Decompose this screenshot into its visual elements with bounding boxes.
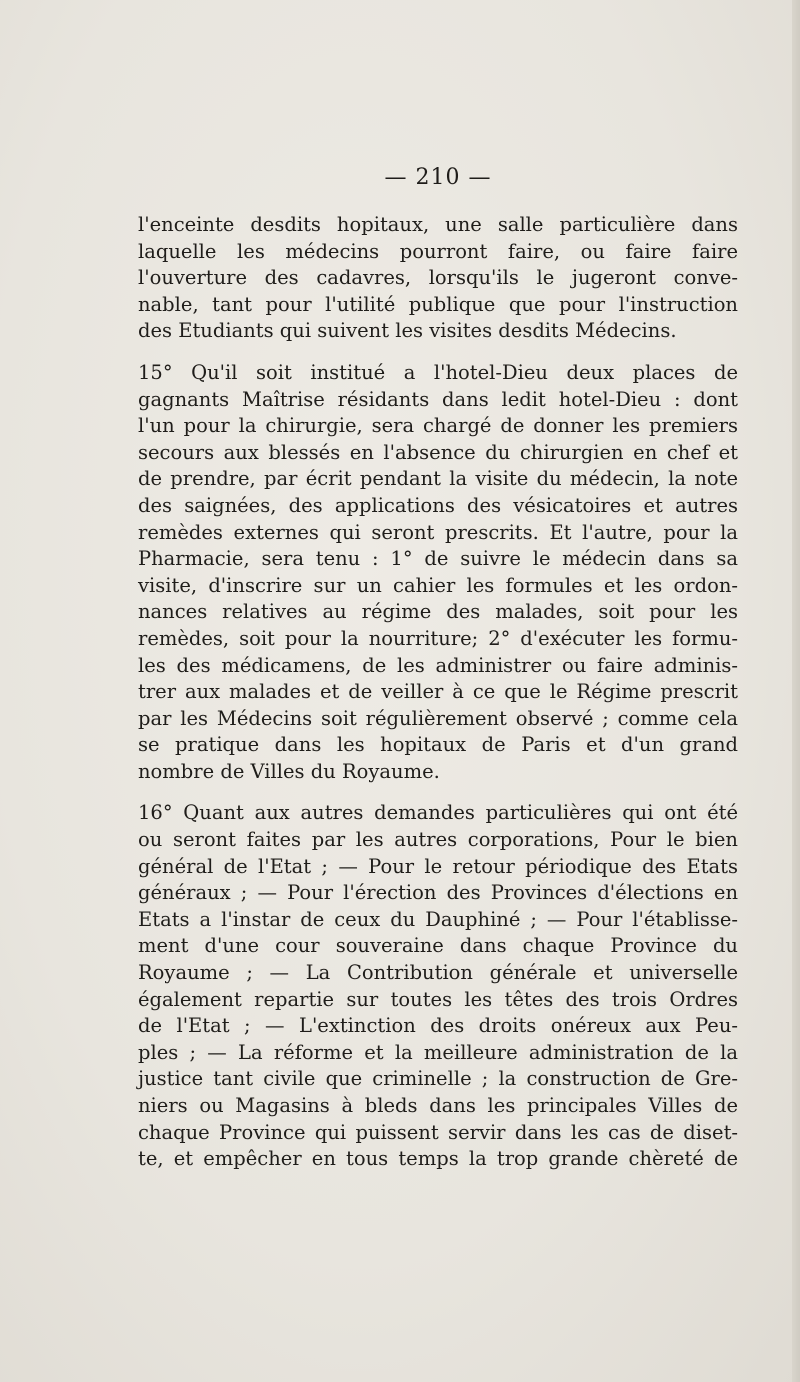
text-line: secours aux blessés en l'absence du chirurgien en chef et [138,440,738,464]
text-line: les des médicamens, de les administrer ou faire adminis- [138,653,738,677]
text-line: également repartie sur toutes les têtes des trois Ordres [138,987,738,1011]
paragraph-gap [138,345,738,360]
text-line: ment d'une cour souveraine dans chaque Province du [138,934,738,958]
text-line: nable, tant pour l'utilité publique que pour l'instruction [138,292,738,316]
text-line: ou seront faites par les autres corporations, Pour le bien [138,828,738,852]
text-line: justice tant civile que criminelle ; la construction de Gre- [138,1067,738,1091]
text-line: nombre de Villes du Royaume. [138,759,440,783]
text-line: trer aux malades et de veiller à ce que le Régime prescrit [138,680,738,704]
text-line: de l'Etat ; — L'extinction des droits onéreux aux Peu- [138,1014,738,1038]
text-line: des Etudiants qui suivent les visites desdits Médecins. [138,319,677,343]
text-line: Royaume ; — La Contribution générale et universelle [138,961,738,985]
text-line: 15° Qu'il soit institué a l'hotel-Dieu deux places de [138,360,738,384]
text-line: l'ouverture des cadavres, lorsqu'ils le jugeront conve- [138,266,738,290]
text-line: généraux ; — Pour l'érection des Provinces d'élections en [138,881,738,905]
text-line: remèdes externes qui seront prescrits. Et l'autre, pour la [138,520,738,544]
text-line: l'un pour la chirurgie, sera chargé de donner les premiers [138,414,738,438]
text-line: gagnants Maîtrise résidants dans ledit hotel-Dieu : dont [138,387,738,411]
text-line: remèdes, soit pour la nourriture; 2° d'exécuter les formu- [138,626,738,650]
text-line: se pratique dans les hopitaux de Paris et d'un grand [138,733,738,757]
text-line: ples ; — La réforme et la meilleure administration de la [138,1040,738,1064]
page-number: — 210 — [384,165,492,190]
paragraph-gap [138,785,738,800]
text-line: de prendre, par écrit pendant la visite du médecin, la note [138,467,738,491]
text-line: 16° Quant aux autres demandes particulières qui ont été [138,801,738,825]
text-line: te, et empêcher en tous temps la trop grande chèreté de [138,1147,738,1171]
paragraph-15 [138,360,738,786]
text-line: général de l'Etat ; — Pour le retour périodique des Etats [138,854,738,878]
page-edge [792,0,800,1382]
text-line: chaque Province qui puissent servir dans les cas de diset- [138,1120,738,1144]
text-line: des saignées, des applications des vésicatoires et autres [138,493,738,517]
paragraph-1 [138,212,738,345]
text-line: l'enceinte desdits hopitaux, une salle particulière dans [138,213,738,236]
text-line: Pharmacie, sera tenu : 1° de suivre le médecin dans sa [138,547,738,571]
text-line: laquelle les médecins pourront faire, ou faire faire [138,239,738,263]
paragraph-16 [138,800,738,1172]
text-block [138,165,738,1173]
text-line: Etats a l'instar de ceux du Dauphiné ; — Pour l'établisse- [138,907,738,931]
text-line: par les Médecins soit régulièrement observé ; comme cela [138,706,738,730]
text-line: nances relatives au régime des malades, soit pour les [138,600,738,624]
text-line: visite, d'inscrire sur un cahier les formules et les ordon- [138,573,738,597]
text-line: niers ou Magasins à bleds dans les principales Villes de [138,1094,738,1117]
